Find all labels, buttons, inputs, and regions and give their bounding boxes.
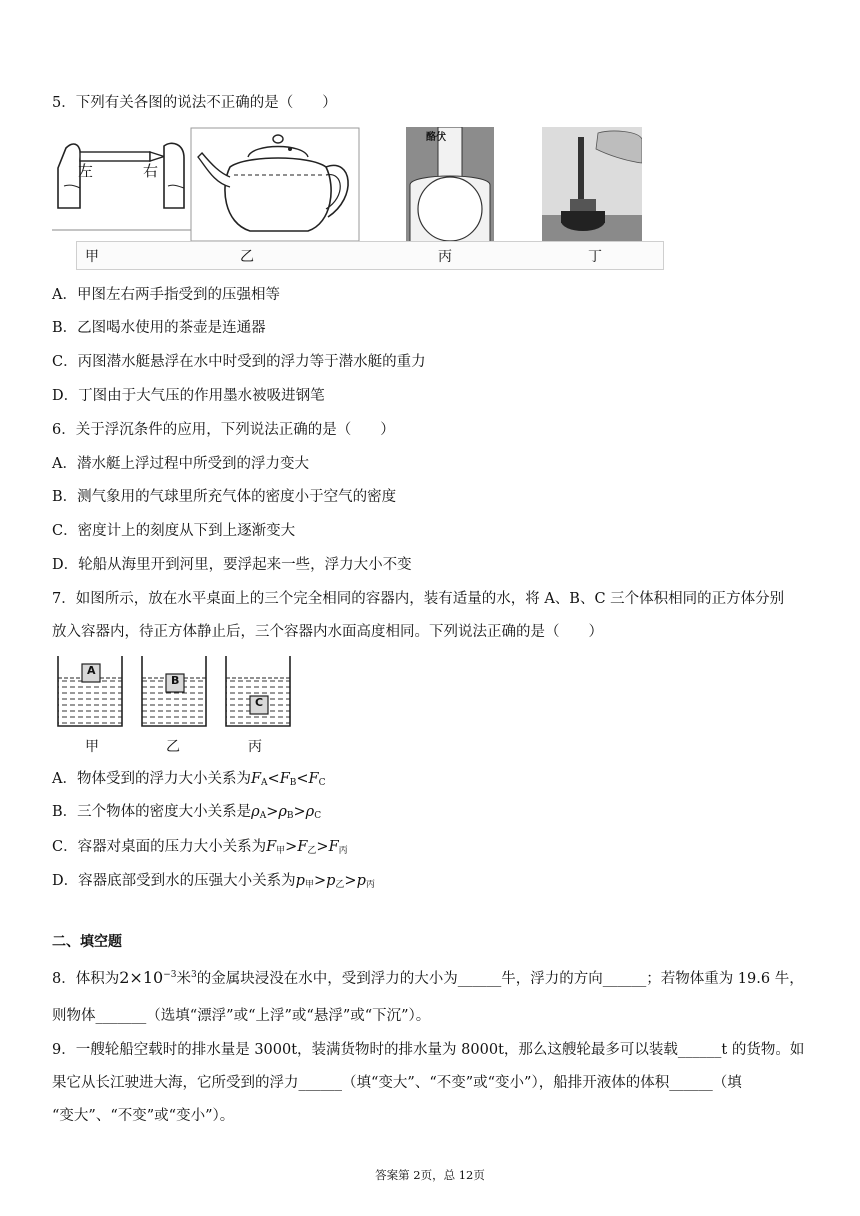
q7-sub: C	[314, 811, 322, 821]
q7-p-symbol: p	[356, 873, 366, 889]
q5-fig-teapot	[190, 127, 360, 242]
q7-op: >	[313, 873, 327, 889]
q7-op: <	[296, 771, 309, 787]
q9-line3: “变大”、“不变”或“变小”）。	[52, 1108, 235, 1124]
q7-label-yi: 乙	[166, 739, 180, 755]
q7-op: >	[316, 839, 329, 855]
q7-option-d	[52, 871, 375, 895]
q8-rest: 的金属块浸没在水中，受到浮力的大小为______牛，浮力的方向______；若物体重为 19.6 牛，	[196, 970, 804, 987]
q7-f-symbol: F	[279, 771, 290, 787]
q7-option-a	[52, 769, 326, 793]
q5-label-ding: 丁	[588, 249, 602, 265]
q6-option-c: C．密度计上的刻度从下到上逐渐变大	[52, 523, 296, 539]
q7-option-a-prefix: A．物体受到的浮力大小关系为	[52, 771, 251, 787]
q7-op: >	[344, 873, 357, 889]
block-b-label: B	[171, 674, 180, 687]
q7-p-symbol: p	[326, 873, 336, 889]
q5-label-jia: 甲	[85, 249, 99, 265]
q5-option-b: B．乙图喝水使用的茶壶是连通器	[52, 320, 266, 336]
q5-label-yi: 乙	[240, 249, 254, 265]
q7-stem-line1: 7．如图所示，放在水平桌面上的三个完全相同的容器内，装有适量的水，将 A、B、C 三个体积相同的正方体分别	[52, 591, 785, 607]
submarine-label: 酪伏	[426, 132, 446, 143]
finger-label-left: 左	[78, 162, 94, 180]
q6-stem: 6．关于浮沉条件的应用，下列说法正确的是（ ）	[52, 422, 395, 438]
q7-option-c	[52, 837, 348, 861]
q7-sub: C	[318, 778, 326, 788]
q5-caption-bar	[76, 241, 664, 270]
q9-line2: 果它从长江驶进大海，它所受到的浮力______（填“变大”、“不变”或“变小”），船排开液体的体积______（填	[52, 1075, 742, 1091]
q8-exp: −3	[163, 970, 177, 980]
q5-stem: 5．下列有关各图的说法不正确的是（ ）	[52, 95, 337, 111]
q7-sub: A	[259, 811, 267, 821]
q9-line1: 9．一艘轮船空载时的排水量是 3000t，装满货物时的排水量为 8000t，那么这艘轮最多可以装载______t 的货物。如	[52, 1042, 805, 1058]
q7-option-c-prefix: C．容器对桌面的压力大小关系为	[52, 839, 267, 855]
q7-label-jia: 甲	[85, 739, 99, 755]
q7-f-symbol: F	[297, 839, 308, 855]
q5-fig-pen	[542, 127, 642, 242]
q8-num: 2×10	[119, 967, 164, 987]
q7-sub: 丙	[338, 846, 348, 856]
q7-sub: B	[289, 778, 297, 788]
q7-rho-symbol: ρ	[251, 804, 260, 820]
finger-label-right: 右	[143, 162, 159, 180]
q7-sub: 乙	[307, 846, 317, 856]
q7-f-symbol: F	[308, 771, 319, 787]
q7-option-b	[52, 802, 321, 826]
q5-fig-fingers	[52, 138, 192, 233]
block-c-label: C	[255, 696, 264, 709]
q8-line1	[52, 965, 804, 989]
q7-rho-symbol: ρ	[278, 804, 287, 820]
q5-option-c: C．丙图潜水艇悬浮在水中时受到的浮力等于潜水艇的重力	[52, 354, 426, 370]
q7-sub: 甲	[276, 846, 286, 856]
q7-sub: A	[261, 778, 268, 788]
q7-op: >	[266, 804, 279, 820]
q7-sub: B	[286, 811, 294, 821]
q7-option-b-prefix: B．三个物体的密度大小关系是	[52, 804, 252, 820]
q6-option-a: A．潜水艇上浮过程中所受到的浮力变大	[52, 456, 309, 472]
q6-option-b: B．测气象用的气球里所充气体的密度小于空气的密度	[52, 489, 397, 505]
block-a-label: A	[87, 664, 96, 677]
q7-option-d-prefix: D．容器底部受到水的压强大小关系为	[52, 873, 296, 889]
q6-option-d: D．轮船从海里开到河里，要浮起来一些，浮力大小不变	[52, 557, 412, 573]
q5-fig-submarine	[406, 127, 494, 242]
q7-p-symbol: p	[295, 873, 305, 889]
q7-sub: 乙	[335, 880, 345, 890]
q7-op: >	[285, 839, 298, 855]
section-title: 二、填空题	[52, 934, 122, 950]
q5-option-d: D．丁图由于大气压的作用墨水被吸进钢笔	[52, 388, 325, 404]
q7-op: <	[267, 771, 280, 787]
q8-unit: 米	[176, 970, 191, 987]
q7-op: >	[293, 804, 306, 820]
q7-f-symbol: F	[250, 771, 262, 787]
q7-stem-line2: 放入容器内，待正方体静止后，三个容器内水面高度相同。下列说法正确的是（ ）	[52, 624, 603, 640]
q8-unit-exp: 3	[190, 970, 197, 980]
q5-option-a: A．甲图左右两手指受到的压强相等	[52, 287, 280, 303]
q7-sub: 丙	[365, 880, 375, 890]
q5-label-bing: 丙	[438, 249, 452, 265]
q7-rho-symbol: ρ	[305, 804, 315, 820]
page-footer: 答案第 2页，总 12页	[375, 1168, 485, 1182]
q7-sub: 甲	[304, 880, 314, 890]
q8-line2: 则物体_______（选填“漂浮”或“上浮”或“悬浮”或“下沉”）。	[52, 1008, 431, 1024]
q8-pre: 8．体积为	[52, 970, 120, 987]
q7-f-symbol: F	[328, 839, 339, 855]
q7-label-bing: 丙	[248, 739, 262, 755]
q7-f-symbol: F	[266, 839, 277, 855]
